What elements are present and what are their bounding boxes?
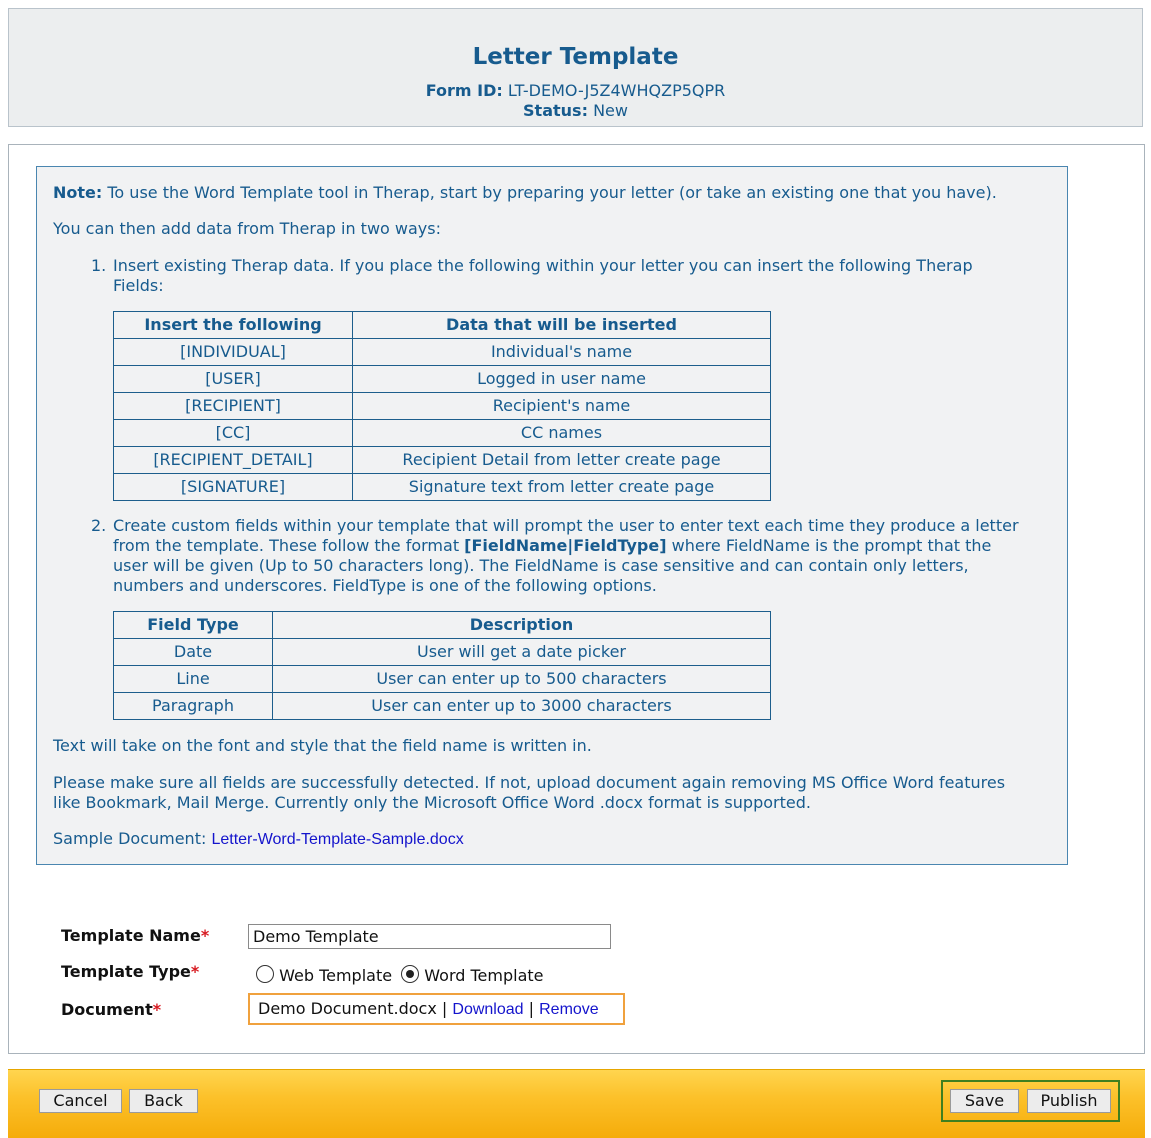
table-row: [114, 693, 771, 720]
detect-note-line2: like Bookmark, Mail Merge. Currently only the Microsoft Office Word .docx format is supported.: [53, 793, 811, 812]
item1-number: 1.: [91, 256, 107, 275]
item2-number: 2.: [91, 516, 107, 535]
action-bar: [8, 1069, 1145, 1138]
table-cell: CC names: [353, 420, 771, 447]
table-cell: Recipient's name: [353, 393, 771, 420]
template-name-input[interactable]: [248, 924, 611, 949]
item2-line2-post: where FieldName is the prompt that the: [666, 536, 992, 555]
sample-document: [53, 829, 464, 850]
item2-line4: numbers and underscores. FieldType is one of the following options.: [113, 576, 657, 595]
table-cell: User can enter up to 500 characters: [273, 666, 771, 693]
table-cell: Signature text from letter create page: [353, 474, 771, 501]
placeholder-table: [113, 311, 771, 501]
download-link[interactable]: Download: [452, 1001, 524, 1018]
note-label: Note:: [53, 183, 103, 202]
field-format: [FieldName|FieldType]: [464, 536, 667, 555]
table-cell: User can enter up to 3000 characters: [273, 693, 771, 720]
item2-line1: Create custom fields within your template that will prompt the user to enter text each time they produce a letter: [113, 516, 1019, 535]
publish-button[interactable]: Publish: [1027, 1089, 1111, 1113]
item2-line2-pre: from the template. These follow the format: [113, 536, 465, 555]
table-row: [114, 339, 771, 366]
word-template-radio[interactable]: [401, 965, 419, 983]
document-label-text: Document: [61, 1000, 153, 1019]
table-header-row: [114, 612, 771, 639]
note-intro: [53, 183, 997, 203]
table-cell: Recipient Detail from letter create page: [353, 447, 771, 474]
form-status: [9, 101, 1142, 121]
item1-line1: Insert existing Therap data. If you place the following within your letter you can insert the following Therap: [113, 256, 973, 275]
separator: |: [528, 999, 535, 1018]
save-button[interactable]: Save: [950, 1089, 1019, 1113]
item1-line2: Fields:: [113, 276, 164, 295]
template-type-label: [61, 962, 199, 981]
web-template-label[interactable]: Web Template: [279, 966, 393, 985]
item2-line3: user will be given (Up to 50 characters long). The FieldName is case sensitive and can contain only letters,: [113, 556, 969, 575]
status-value: New: [593, 101, 628, 120]
template-name-label-text: Template Name: [61, 926, 201, 945]
table-cell: [RECIPIENT]: [114, 393, 353, 420]
table-row: [114, 474, 771, 501]
table-row: [114, 366, 771, 393]
note-ways: You can then add data from Therap in two ways:: [53, 219, 441, 238]
item2-line2: [113, 536, 1063, 556]
table-cell: [SIGNATURE]: [114, 474, 353, 501]
page-title: Letter Template: [472, 44, 679, 70]
required-mark: *: [200, 926, 210, 945]
table-cell: [INDIVIDUAL]: [114, 339, 353, 366]
column-header: Data that will be inserted: [353, 312, 771, 339]
field-type-table: [113, 611, 771, 720]
table-row: [114, 639, 771, 666]
table-row: [114, 393, 771, 420]
note-intro-text: To use the Word Template tool in Therap, start by preparing your letter (or take an existing one that you have).: [107, 183, 997, 202]
table-cell: Date: [114, 639, 273, 666]
primary-actions-group: [941, 1080, 1120, 1122]
table-row: [114, 666, 771, 693]
table-row: [114, 447, 771, 474]
sample-document-link[interactable]: Letter-Word-Template-Sample.docx: [211, 831, 464, 848]
table-cell: Logged in user name: [353, 366, 771, 393]
document-field: [248, 993, 625, 1025]
column-header: Field Type: [114, 612, 273, 639]
page-header: [8, 8, 1143, 127]
template-name-label: [61, 926, 209, 945]
table-cell: Line: [114, 666, 273, 693]
separator: |: [441, 999, 448, 1018]
template-type-label-text: Template Type: [61, 962, 191, 981]
detect-note-line1: Please make sure all fields are successfully detected. If not, upload document again removing MS Office Word features: [53, 773, 1006, 792]
document-label: [61, 1000, 161, 1019]
status-label: Status:: [523, 101, 588, 120]
template-type-radio-group: [256, 965, 543, 985]
instructions-note: [36, 166, 1068, 865]
table-row: [114, 420, 771, 447]
table-cell: [CC]: [114, 420, 353, 447]
form-id-label: Form ID:: [425, 81, 503, 100]
main-panel: [8, 144, 1145, 1054]
document-filename: Demo Document.docx: [258, 999, 437, 1018]
cancel-button[interactable]: Cancel: [39, 1089, 122, 1113]
sample-label: Sample Document:: [53, 829, 207, 848]
remove-link[interactable]: Remove: [539, 1001, 599, 1018]
table-header-row: [114, 312, 771, 339]
form-id: [9, 81, 1142, 101]
table-cell: [USER]: [114, 366, 353, 393]
table-cell: Individual's name: [353, 339, 771, 366]
table-cell: Paragraph: [114, 693, 273, 720]
font-style-note: Text will take on the font and style that the field name is written in.: [53, 736, 592, 755]
required-mark: *: [190, 962, 200, 981]
word-template-label[interactable]: Word Template: [424, 966, 544, 985]
column-header: Insert the following: [114, 312, 353, 339]
form-id-value: LT-DEMO-J5Z4WHQZP5QPR: [507, 81, 726, 100]
table-cell: [RECIPIENT_DETAIL]: [114, 447, 353, 474]
back-button[interactable]: Back: [129, 1089, 198, 1113]
column-header: Description: [273, 612, 771, 639]
table-cell: User will get a date picker: [273, 639, 771, 666]
required-mark: *: [152, 1000, 162, 1019]
web-template-radio[interactable]: [256, 965, 274, 983]
